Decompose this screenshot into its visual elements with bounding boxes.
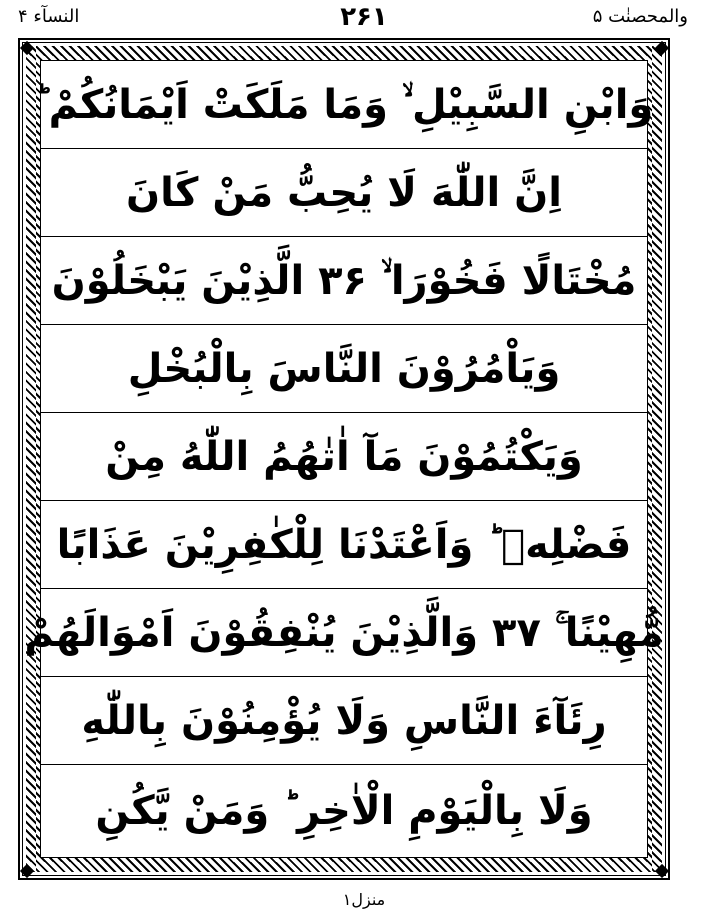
page-number: ۲۶۱ [340,2,388,32]
juz-name: والمحصنٰت ۵ [592,6,688,27]
text-line: فَضْلِهٖ ؕ وَاَعْتَدْنَا لِلْكٰفِرِيْنَ عَذَابًا [41,501,647,589]
text-line: وَابْنِ السَّبِيْلِ ۙ وَمَا مَلَكَتْ اَيْمَانُكُمْ ؕ [41,61,647,149]
surah-name: النسآء ۴ [18,6,80,27]
page-header [0,0,728,36]
quran-text-area [24,60,664,858]
text-line: وَيَاْمُرُوْنَ النَّاسَ بِالْبُخْلِ [41,325,647,413]
text-line: وَيَكْتُمُوْنَ مَآ اٰتٰهُمُ اللّٰهُ مِنْ [41,413,647,501]
text-line: مُخْتَالًا فَخُوْرَا ۙ ۳۶ الَّذِيْنَ يَبْخَلُوْنَ [41,237,647,325]
text-line: مُّهِيْنًا ۚ ۳۷ وَالَّذِيْنَ يُنْفِقُوْنَ اَمْوَالَهُمْ [41,589,647,677]
text-line: اِنَّ اللّٰهَ لَا يُحِبُّ مَنْ كَانَ [41,149,647,237]
manzil-label: منزل۱ [342,890,386,909]
text-line: رِئَآءَ النَّاسِ وَلَا يُؤْمِنُوْنَ بِاللّٰهِ [41,677,647,765]
text-line: وَلَا بِالْيَوْمِ الْاٰخِرِ ؕ وَمَنْ يَّكُنِ [95,788,593,834]
